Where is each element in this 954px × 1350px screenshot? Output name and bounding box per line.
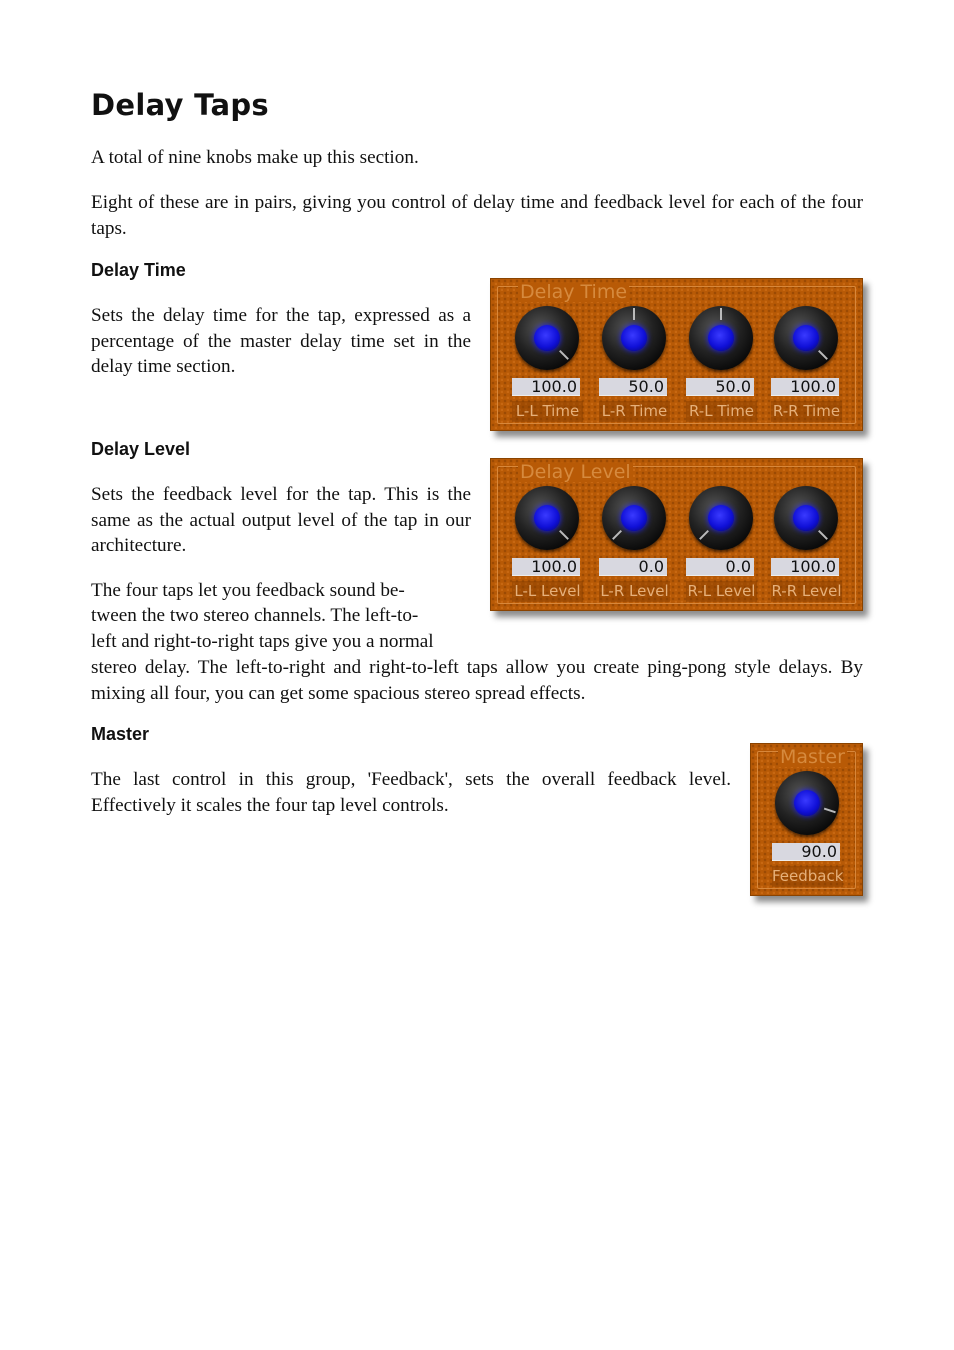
knob-label: Feedback xyxy=(772,867,844,885)
delay-level-body2-line1: The four taps let you feedback sound be- xyxy=(91,580,405,601)
master-body: The last control in this group, 'Feedback', sets the overall feedback level. Effectively it scales the four tap level controls. xyxy=(91,769,731,816)
page-title: Delay Taps xyxy=(91,88,269,122)
knob-label: R-L Time xyxy=(686,401,757,422)
delay-level-body2-rest: stereo delay. The left-to-right and right-to-left taps allow you create ping-pong style delays. By mixing all four, you can get some spacious stereo spread effects. xyxy=(91,657,863,704)
value-display[interactable]: 90.0 xyxy=(772,843,840,861)
knob-icon[interactable] xyxy=(689,486,753,550)
knob-label: R-R Level xyxy=(771,582,842,600)
value-display[interactable]: 100.0 xyxy=(512,558,580,576)
knob-icon[interactable] xyxy=(774,486,838,550)
intro-paragraph-1: A total of nine knobs make up this section. xyxy=(91,147,419,168)
knob-icon[interactable] xyxy=(515,306,579,370)
delay-level-panel xyxy=(490,458,863,611)
knob-label: L-L Time xyxy=(512,401,583,422)
delay-level-body2-line3: left and right-to-right taps give you a normal xyxy=(91,631,434,652)
value-display[interactable]: 50.0 xyxy=(686,378,754,396)
knob-label: L-R Level xyxy=(600,582,669,600)
value-display[interactable]: 100.0 xyxy=(771,378,839,396)
knob-label: R-L Level xyxy=(687,582,756,600)
panel-title: Delay Level xyxy=(520,461,631,483)
master-panel xyxy=(750,743,863,896)
panel-title: Delay Time xyxy=(520,281,628,303)
knob-icon[interactable] xyxy=(774,306,838,370)
delay-time-panel xyxy=(490,278,863,431)
value-display[interactable]: 100.0 xyxy=(512,378,580,396)
knob-icon[interactable] xyxy=(515,486,579,550)
delay-time-heading: Delay Time xyxy=(91,260,186,280)
delay-level-body2-line2: tween the two stereo channels. The left-to- xyxy=(91,605,419,626)
delay-level-heading: Delay Level xyxy=(91,439,191,459)
knob-icon[interactable] xyxy=(775,771,839,835)
panel-title: Master xyxy=(780,746,845,768)
value-display[interactable]: 0.0 xyxy=(686,558,754,576)
value-display[interactable]: 100.0 xyxy=(771,558,839,576)
knob-label: R-R Time xyxy=(772,402,841,420)
knob-icon[interactable] xyxy=(689,306,753,370)
value-display[interactable]: 0.0 xyxy=(599,558,667,576)
knob-icon[interactable] xyxy=(602,486,666,550)
master-heading: Master xyxy=(91,724,150,744)
value-display[interactable]: 50.0 xyxy=(599,378,667,396)
intro-paragraph-2: Eight of these are in pairs, giving you control of delay time and feedback level for each of the four taps. xyxy=(91,192,863,239)
knob-label: L-R Time xyxy=(599,401,670,422)
delay-time-body: Sets the delay time for the tap, expressed as a percentage of the master delay time set in the delay time section. xyxy=(91,305,471,377)
knob-label: L-L Level xyxy=(512,581,583,602)
knob-icon[interactable] xyxy=(602,306,666,370)
delay-level-body: Sets the feedback level for the tap. This is the same as the actual output level of the tap in our architecture. xyxy=(91,484,471,556)
